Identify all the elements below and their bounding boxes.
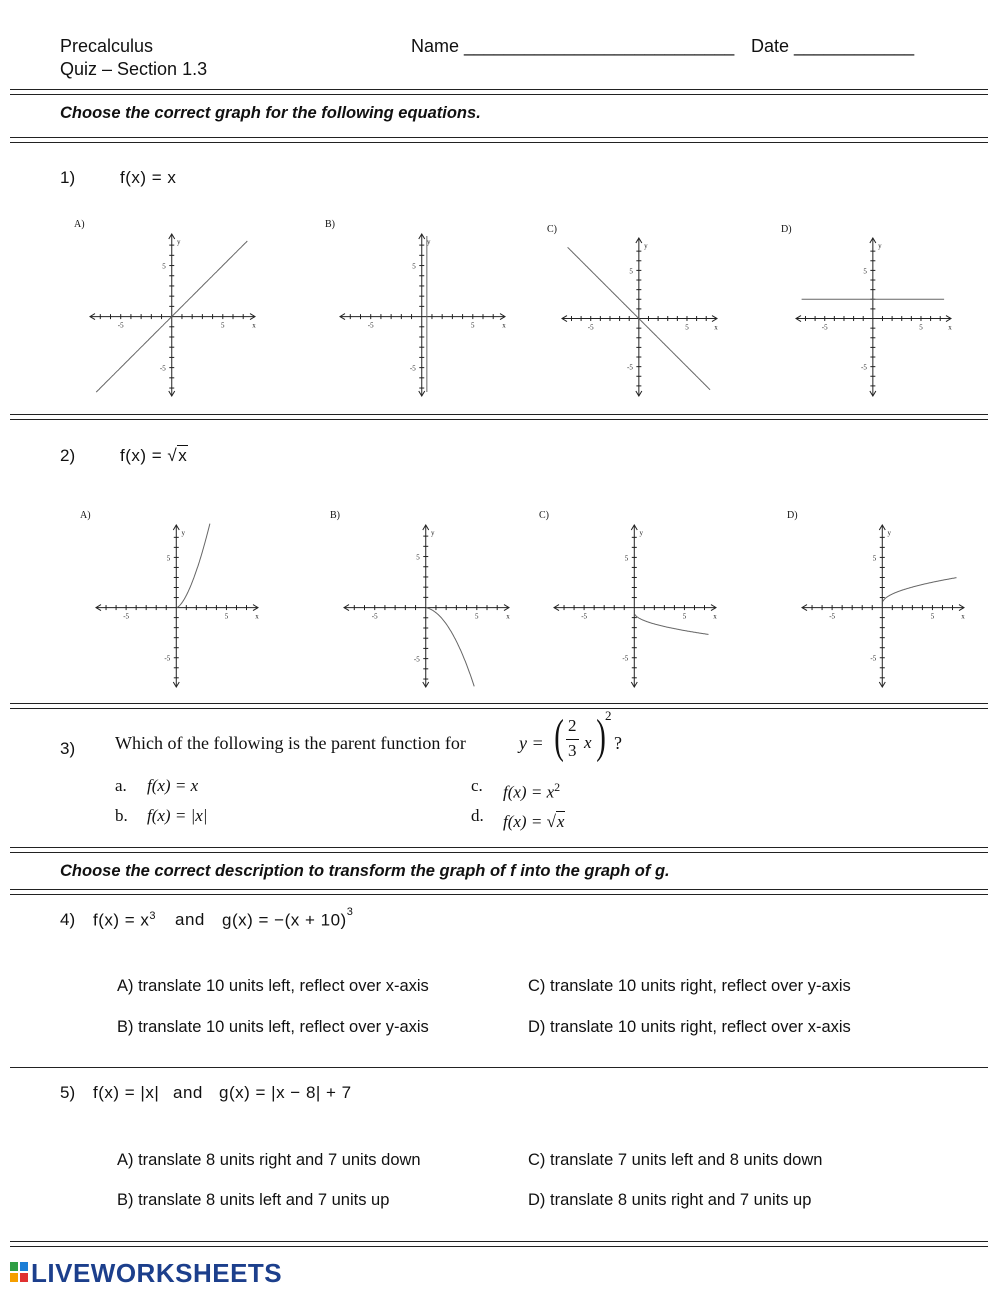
x-tick-label-neg: -5 [367, 321, 374, 330]
q3-option-c-base: f(x) = x [503, 782, 555, 802]
q3-exp: 2 [605, 708, 612, 723]
q3-option-d-radicand: x [556, 812, 565, 831]
question-4-number: 4) [60, 910, 76, 929]
q1-option-label-d[interactable]: D) [781, 224, 792, 235]
y-tick-label-pos: 5 [863, 267, 867, 276]
y-axis-label: y [181, 529, 186, 537]
y-tick-label-neg: -5 [622, 654, 629, 663]
x-tick-label-neg: -5 [371, 612, 378, 621]
question-5-and: and [173, 1083, 203, 1102]
q3-frac-num: 2 [568, 716, 577, 735]
paren-right-icon: ) [596, 710, 606, 763]
divider [10, 137, 988, 143]
q3-option-d-expr[interactable] [503, 812, 565, 832]
q4-choice-b[interactable]: B) translate 10 units left, reflect over y-axis [117, 1018, 429, 1036]
x-tick-label-pos: 5 [471, 321, 475, 330]
q2-graph-a[interactable] [92, 519, 264, 691]
y-tick-label-pos: 5 [872, 554, 877, 563]
x-axis-label: x [948, 323, 952, 332]
x-tick-label-neg: -5 [829, 612, 836, 621]
q3-option-a-letter[interactable]: a. [115, 776, 127, 795]
divider [10, 89, 988, 95]
question-1-number: 1) [60, 168, 76, 187]
question-4-f [93, 910, 156, 931]
x-axis-label: x [713, 612, 717, 621]
q4-choice-a[interactable]: A) translate 10 units left, reflect over x-axis [117, 977, 429, 995]
q1-graph-b[interactable] [336, 228, 511, 400]
q3-frac-var: x [584, 733, 592, 752]
question-5-number: 5) [60, 1083, 76, 1102]
q3-y-expr: y = [519, 733, 544, 753]
q3-option-b-letter[interactable]: b. [115, 806, 128, 825]
q3-option-a-expr[interactable]: f(x) = x [147, 776, 199, 795]
x-tick-label-pos: 5 [224, 612, 229, 621]
q5-choice-b[interactable]: B) translate 8 units left and 7 units up [117, 1191, 390, 1209]
divider [10, 1067, 988, 1068]
q5-choice-a[interactable]: A) translate 8 units right and 7 units down [117, 1151, 421, 1169]
y-axis-label: y [427, 238, 431, 246]
q4-f-base: f(x) = x [93, 910, 150, 930]
y-tick-label-pos: 5 [624, 554, 629, 563]
q3-option-c-sup: 2 [554, 780, 561, 794]
x-tick-label-pos: 5 [930, 612, 935, 621]
divider [10, 414, 988, 420]
question-5-f: f(x) = |x| [93, 1083, 160, 1102]
q5-choice-c[interactable]: C) translate 7 units left and 8 units down [528, 1151, 823, 1169]
divider [10, 703, 988, 709]
y-tick-label-neg: -5 [409, 364, 416, 373]
x-axis-label: x [252, 321, 256, 330]
question-3-number: 3) [60, 739, 76, 758]
question-5-g: g(x) = |x − 8| + 7 [219, 1083, 352, 1102]
x-tick-label-neg: -5 [581, 612, 588, 621]
y-tick-label-neg: -5 [861, 363, 867, 372]
fraction-bar [566, 739, 579, 740]
q2-graph-d[interactable] [798, 519, 970, 691]
q4-choice-d[interactable]: D) translate 10 units right, reflect over x-axis [528, 1018, 851, 1036]
x-tick-label-pos: 5 [685, 323, 689, 332]
q1-option-label-b[interactable]: B) [325, 219, 335, 230]
q1-option-label-a[interactable]: A) [74, 219, 85, 230]
x-tick-label-neg: -5 [123, 612, 130, 621]
x-tick-label-neg: -5 [587, 323, 594, 332]
x-axis-label: x [255, 612, 259, 621]
function-curve [635, 614, 709, 634]
q3-option-c-letter[interactable]: c. [471, 776, 483, 795]
question-2-number: 2) [60, 446, 76, 465]
y-tick-label-neg: -5 [627, 363, 633, 372]
question-3-text: Which of the following is the parent function for [115, 733, 466, 753]
x-axis-label: x [961, 612, 965, 621]
function-curve [883, 578, 957, 602]
sqrt-icon: √x [546, 812, 565, 831]
question-4-g [222, 906, 354, 931]
q2-graph-c[interactable] [550, 519, 722, 691]
quiz-title: Quiz – Section 1.3 [60, 59, 208, 79]
liveworksheets-logo-icon [10, 1262, 28, 1282]
divider [10, 889, 988, 895]
question-4-and: and [175, 910, 205, 929]
date-field[interactable]: Date ____________ [751, 36, 915, 56]
x-axis-label: x [502, 321, 506, 330]
q3-option-b-expr[interactable]: f(x) = |x| [147, 806, 208, 825]
y-tick-label-pos: 5 [629, 267, 633, 276]
q4-g-base: g(x) = −(x + 10) [222, 910, 347, 930]
q2-option-label-d[interactable]: D) [787, 510, 798, 521]
q2-graph-b[interactable] [340, 519, 515, 691]
instruction-graphs: Choose the correct graph for the following equations. [60, 104, 481, 122]
instruction-transform: Choose the correct description to transform the graph of f into the graph of g. [60, 862, 670, 880]
x-tick-label-pos: 5 [221, 321, 225, 330]
y-axis-label: y [431, 529, 435, 537]
y-tick-label-pos: 5 [166, 554, 171, 563]
y-tick-label-neg: -5 [413, 655, 420, 664]
name-field[interactable]: Name ___________________________ [411, 36, 735, 56]
x-tick-label-pos: 5 [919, 323, 923, 332]
q3-option-c-expr[interactable] [503, 780, 560, 803]
q3-option-d-letter[interactable]: d. [471, 806, 484, 825]
x-tick-label-pos: 5 [475, 612, 479, 621]
y-axis-label: y [177, 238, 181, 246]
y-axis-label: y [887, 529, 892, 537]
q3-option-d-base: f(x) = [503, 812, 547, 831]
question-1-equation: f(x) = x [120, 168, 177, 187]
x-tick-label-neg: -5 [117, 321, 124, 330]
q1-option-label-c[interactable]: C) [547, 224, 557, 235]
q2-option-label-b[interactable]: B) [330, 510, 340, 521]
y-tick-label-pos: 5 [416, 553, 420, 562]
x-axis-label: x [506, 612, 510, 621]
divider [10, 847, 988, 853]
y-axis-label: y [878, 242, 882, 250]
paren-left-icon: ( [554, 710, 564, 763]
x-tick-label-pos: 5 [682, 612, 687, 621]
q3-qmark: ? [614, 733, 622, 753]
x-tick-label-neg: -5 [821, 323, 828, 332]
q1-graph-c[interactable] [558, 232, 723, 400]
q4-f-exp: 3 [149, 910, 157, 922]
q3-frac-den: 3 [568, 741, 577, 760]
q1-graph-a[interactable] [86, 228, 261, 400]
sqrt-icon: √x [167, 446, 188, 465]
function-curve [426, 608, 474, 687]
liveworksheets-logo: LIVEWORKSHEETS [31, 1258, 283, 1288]
x-axis-label: x [714, 323, 718, 332]
y-tick-label-neg: -5 [164, 654, 171, 663]
q1-graph-d[interactable] [792, 232, 957, 400]
q2-option-label-a[interactable]: A) [80, 510, 91, 521]
q4-choice-c[interactable]: C) translate 10 units right, reflect over y-axis [528, 977, 851, 995]
q2-eq-radicand: x [178, 446, 188, 465]
q5-choice-d[interactable]: D) translate 8 units right and 7 units up [528, 1191, 812, 1209]
divider [10, 1241, 988, 1247]
y-axis-label: y [639, 529, 644, 537]
y-tick-label-pos: 5 [162, 262, 166, 271]
q4-g-exp: 3 [346, 906, 354, 918]
y-axis-label: y [644, 242, 648, 250]
q2-option-label-c[interactable]: C) [539, 510, 549, 521]
y-tick-label-neg: -5 [870, 654, 877, 663]
y-tick-label-pos: 5 [412, 262, 416, 271]
course-title: Precalculus [60, 36, 154, 56]
q2-eq-prefix: f(x) = [120, 446, 168, 465]
y-tick-label-neg: -5 [159, 364, 166, 373]
question-2-equation [120, 446, 188, 466]
